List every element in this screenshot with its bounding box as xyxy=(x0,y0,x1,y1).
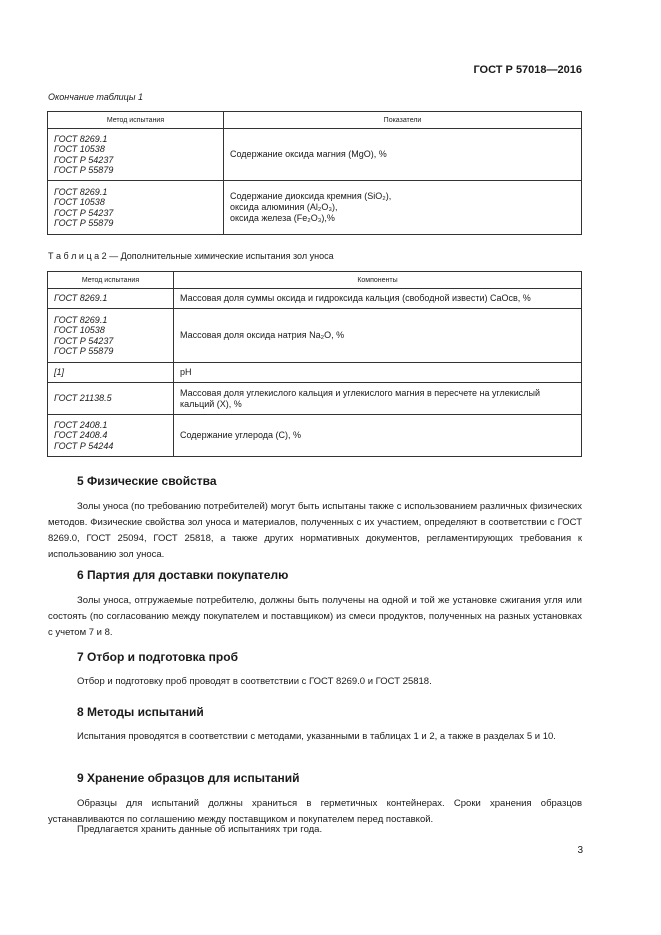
section-8-text: Испытания проводятся в соответствии с методами, указанными в таблицах 1 и 2, а также в разделах 5 и 10. xyxy=(77,731,556,742)
table2-header-components: Компоненты xyxy=(174,272,582,289)
section-6-title: 6 Партия для доставки покупателю xyxy=(77,568,289,582)
page-number: 3 xyxy=(577,845,583,856)
table2-header-method: Метод испытания xyxy=(48,272,174,289)
table-row xyxy=(48,289,582,309)
section-5-title: 5 Физические свойства xyxy=(77,474,217,488)
method-cell: ГОСТ 8269.1 ГОСТ 10538 ГОСТ Р 54237 ГОСТ Р 55879 xyxy=(48,181,224,235)
method-cell: ГОСТ 8269.1 xyxy=(48,289,174,309)
table1 xyxy=(47,111,582,235)
method-cell: [1] xyxy=(48,363,174,383)
method-cell: ГОСТ 2408.1 ГОСТ 2408.4 ГОСТ Р 54244 xyxy=(48,415,174,457)
table1-caption: Окончание таблицы 1 xyxy=(48,92,143,102)
section-7-title: 7 Отбор и подготовка проб xyxy=(77,650,239,664)
method-cell: ГОСТ 8269.1 ГОСТ 10538 ГОСТ Р 54237 ГОСТ Р 55879 xyxy=(48,309,174,363)
table2 xyxy=(47,271,582,457)
table-row xyxy=(48,383,582,415)
value-cell: Массовая доля оксида натрия Na₂O, % xyxy=(174,309,582,363)
section-8-title: 8 Методы испытаний xyxy=(77,705,204,719)
table-row xyxy=(48,415,582,457)
value-cell: Массовая доля суммы оксида и гидроксида кальция (свободной извести) CaOсв, % xyxy=(174,289,582,309)
value-cell: Массовая доля углекислого кальция и углекислого магния в пересчете на углекислый кальций (X), % xyxy=(174,383,582,415)
table-row xyxy=(48,181,582,235)
table1-header-method: Метод испытания xyxy=(48,112,224,129)
value-cell: Содержание диоксида кремния (SiO₂), оксида алюминия (Al₂O₃), оксида железа (Fe₂O₃),% xyxy=(224,181,582,235)
section-9-title: 9 Хранение образцов для испытаний xyxy=(77,771,300,785)
method-cell: ГОСТ 8269.1 ГОСТ 10538 ГОСТ Р 54237 ГОСТ Р 55879 xyxy=(48,129,224,181)
section-7-text: Отбор и подготовку проб проводят в соответствии с ГОСТ 8269.0 и ГОСТ 25818. xyxy=(77,676,432,687)
table2-caption: Т а б л и ц а 2 — Дополнительные химические испытания зол уноса xyxy=(48,251,334,261)
value-cell: Содержание углерода (C), % xyxy=(174,415,582,457)
value-cell: Содержание оксида магния (MgO), % xyxy=(224,129,582,181)
document-id: ГОСТ Р 57018—2016 xyxy=(473,64,582,76)
section-6-text: Золы уноса, отгружаемые потребителю, должны быть получены на одной и той же установке сжигания угля или состоять (по согласованию между покупателем и поставщиком) из смеси продуктов, полученных на разных установках с учетом 7 и 8. xyxy=(48,595,582,638)
value-cell: pH xyxy=(174,363,582,383)
table-row xyxy=(48,129,582,181)
table-row xyxy=(48,309,582,363)
table1-header-indicators: Показатели xyxy=(224,112,582,129)
section-9-text: Образцы для испытаний должны храниться в герметичных контейнерах. Сроки хранения образцов устанавливаются по соглашению между поставщиком и покупателем перед поставкой. xyxy=(48,798,582,825)
section-9-text-2: Предлагается хранить данные об испытаниях три года. xyxy=(77,824,323,835)
method-cell: ГОСТ 21138.5 xyxy=(48,383,174,415)
section-5-text: Золы уноса (по требованию потребителей) могут быть испытаны также с использованием различных физических методов. Физические свойства зол уноса и материалов, полученных с их участием, определяют в соответствии с ГОСТ 8269.0, ГОСТ 25094, ГОСТ 25818, а также других нормативных документов, регламентирующих требования к использованию зол уноса. xyxy=(48,501,582,560)
table-row xyxy=(48,363,582,383)
